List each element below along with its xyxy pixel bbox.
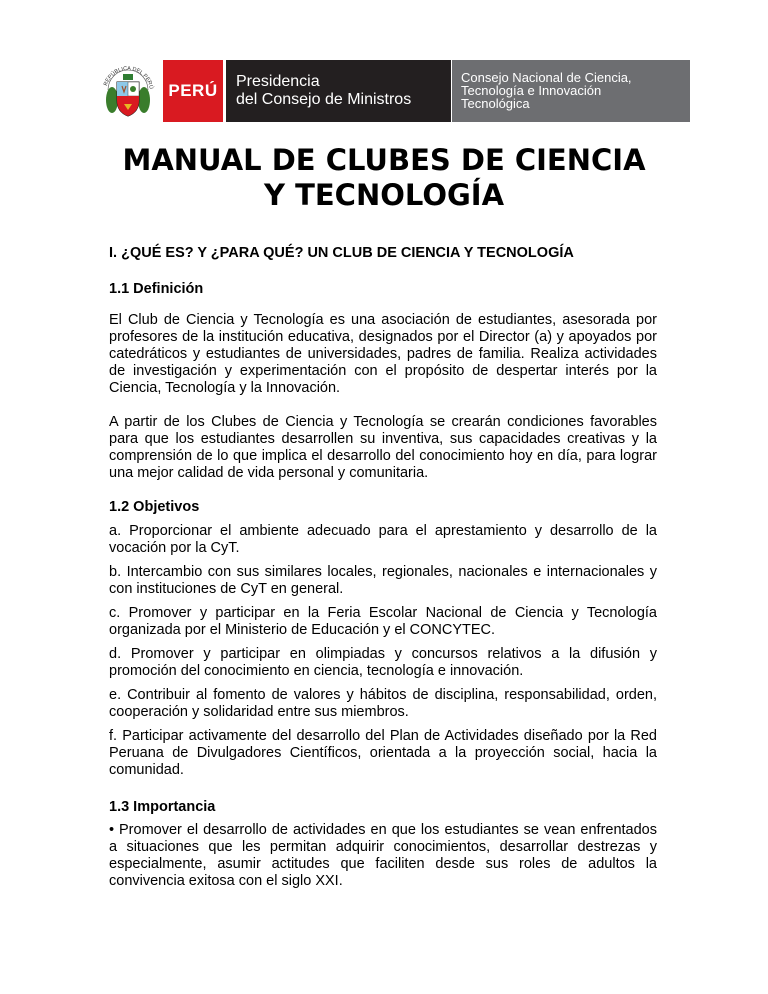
concytec-line1: Consejo Nacional de Ciencia,	[461, 70, 632, 85]
section-heading: I. ¿QUÉ ES? Y ¿PARA QUÉ? UN CLUB DE CIENCIA Y TECNOLOGÍA	[109, 245, 574, 261]
document-title	[0, 143, 768, 213]
concytec-line2: Tecnología e Innovación	[461, 83, 602, 98]
objective-c: c. Promover y participar en la Feria Escolar Nacional de Ciencia y Tecnología organizada por el Ministerio de Educación y el CONCYTEC.	[109, 605, 657, 638]
bullet-icon: •	[109, 822, 115, 838]
coat-of-arms-icon	[98, 60, 158, 124]
presidencia-logo	[226, 60, 451, 122]
objective-f: f. Participar activamente del desarrollo del Plan de Actividades diseñado por la Red Peruana de Divulgadores Científicos, orientada a la proyección social, hacia la comunidad.	[109, 728, 657, 778]
concytec-line3: Tecnológica	[461, 96, 530, 111]
definition-heading: 1.1 Definición	[109, 281, 204, 297]
objective-d: d. Promover y participar en olimpiadas y concursos relativos a la difusión y promoción del conocimiento en ciencia, tecnología e innovación.	[109, 646, 657, 679]
title-line2: Y TECNOLOGÍA	[263, 178, 505, 212]
title-line1: MANUAL DE CLUBES DE CIENCIA	[122, 143, 646, 177]
presidencia-line2: del Consejo de Ministros	[236, 91, 412, 108]
presidencia-line1: Presidencia	[236, 73, 320, 90]
importance-paragraph	[109, 822, 657, 890]
peru-logo: PERÚ	[163, 60, 223, 122]
objective-e: e. Contribuir al fomento de valores y hábitos de disciplina, responsabilidad, orden, cooperación y solidaridad entre sus miembros.	[109, 687, 657, 720]
header-logo-bar	[98, 60, 690, 124]
svg-text:REPÚBLICA DEL PERÚ: REPÚBLICA DEL PERÚ	[103, 65, 154, 90]
document-body	[109, 245, 657, 907]
objectives-list	[109, 523, 657, 779]
objectives-heading: 1.2 Objetivos	[109, 499, 200, 515]
objective-a: a. Proporcionar el ambiente adecuado para el aprestamiento y desarrollo de la vocación por la CyT.	[109, 523, 657, 556]
importance-text: Promover el desarrollo de actividades en que los estudiantes se vean enfrentados a situaciones que les permitan adquirir conocimientos, desarrollar destrezas y especialmente, asumir actitudes que faciliten desde sus roles de adultos la convivencia exitosa con el siglo XXI.	[109, 822, 657, 889]
importance-heading: 1.3 Importancia	[109, 799, 216, 815]
concytec-logo	[452, 60, 690, 122]
definition-paragraph-1: El Club de Ciencia y Tecnología es una asociación de estudiantes, asesorada por profesores de la institución educativa, designados por el Director (a) y apoyados por catedráticos y estudiantes de universidades, padres de familia. Realiza actividades de investigación y experimentación con el propósito de despertar interés por la Ciencia, Tecnología y la Innovación.	[109, 312, 657, 396]
definition-paragraph-2: A partir de los Clubes de Ciencia y Tecnología se crearán condiciones favorables para que los estudiantes desarrollen su inventiva, sus capacidades creativas y la comprensión de lo que implica el desarrollo del conocimiento hoy en día, para lograr una mejor calidad de vida personal y comunitaria.	[109, 414, 657, 481]
objective-b: b. Intercambio con sus similares locales, regionales, nacionales e internacionales y con instituciones de CyT en general.	[109, 564, 657, 597]
